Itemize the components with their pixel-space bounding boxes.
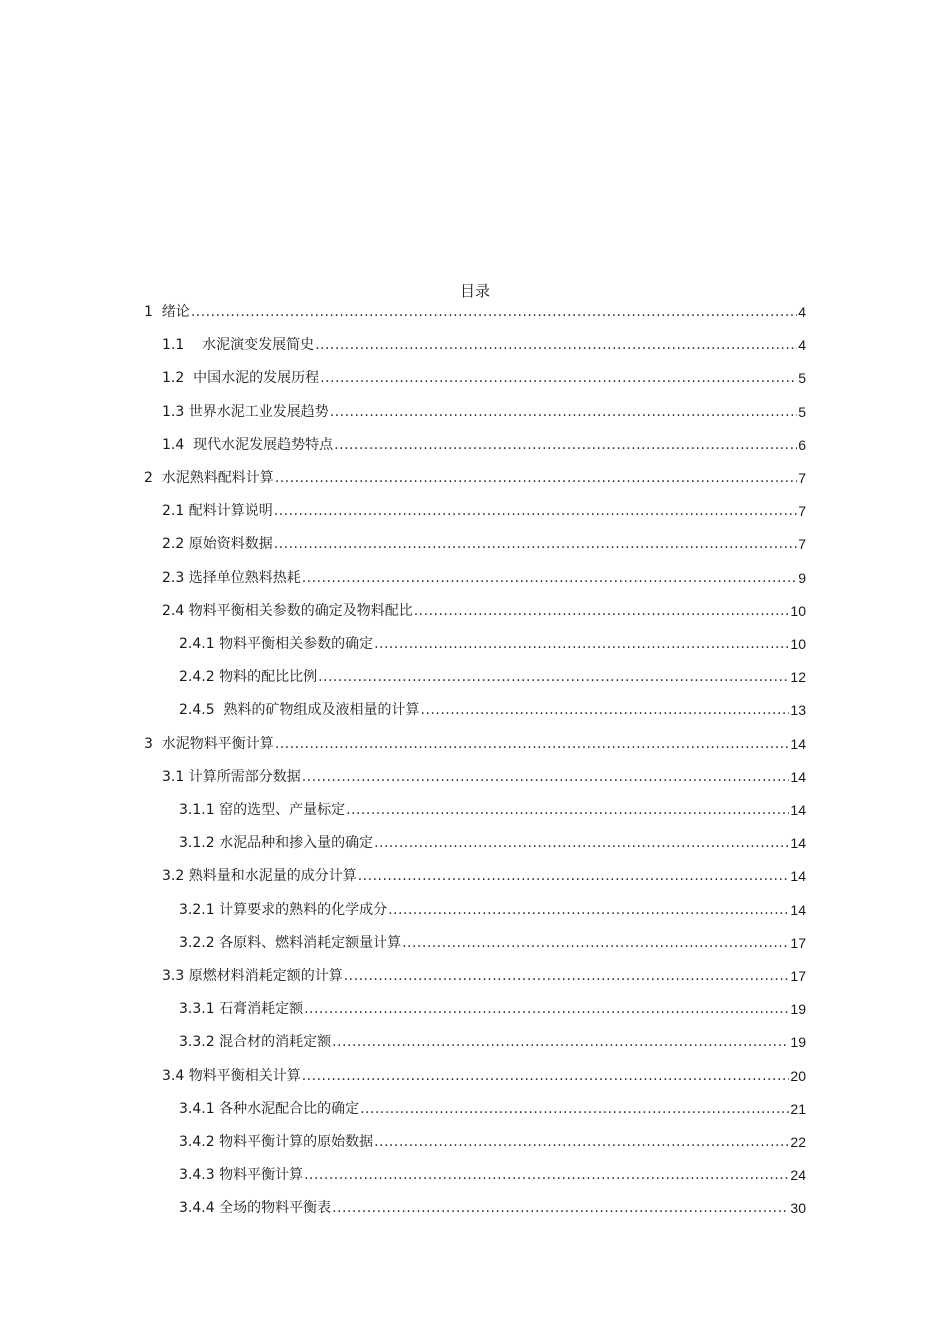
toc-entry[interactable] [144, 463, 806, 487]
toc-page-number: 30 [790, 1200, 806, 1217]
toc-entry[interactable] [179, 928, 806, 952]
toc-entry-text: 2.3 选择单位熟料热耗 [162, 569, 301, 586]
toc-dot-leader [332, 1033, 789, 1051]
toc-dot-leader [374, 834, 789, 852]
toc-dot-leader [388, 901, 789, 919]
toc-entry-text: 3.2.1 计算要求的熟料的化学成分 [179, 901, 388, 918]
toc-entry[interactable] [162, 961, 806, 985]
toc-title: 目录 [459, 282, 490, 300]
toc-page-number: 4 [798, 304, 806, 320]
toc-entry-text: 3.1.1 窑的选型、产量标定 [179, 802, 346, 818]
toc-entry[interactable] [162, 496, 806, 520]
toc-entry[interactable] [162, 596, 806, 620]
toc-page-number: 12 [790, 669, 806, 686]
toc-entry-text: 2.1 配料计算说明 [162, 503, 273, 520]
toc-page-number: 10 [790, 636, 806, 652]
toc-entry-text: 2 水泥熟料配料计算 [144, 470, 274, 486]
toc-dot-leader [274, 502, 797, 520]
toc-dot-leader [346, 801, 789, 819]
toc-entry-text: 2.2 原始资料数据 [162, 536, 273, 553]
toc-entry[interactable] [162, 762, 806, 786]
toc-dot-leader [358, 867, 790, 885]
toc-page-number: 6 [798, 436, 806, 453]
toc-page-number: 4 [798, 337, 806, 354]
toc-entry-text: 1.4 现代水泥发展趋势特点 [162, 436, 334, 453]
toc-entry[interactable] [179, 828, 806, 852]
toc-page-number: 17 [790, 968, 806, 984]
toc-entry-text: 3.2.2 各原料、燃料消耗定额量计算 [179, 934, 402, 951]
toc-entry[interactable] [179, 994, 806, 1018]
toc-entry[interactable] [179, 662, 806, 686]
toc-entry[interactable] [179, 1127, 806, 1151]
toc-page-number: 14 [790, 835, 806, 852]
toc-entry-text: 3.3 原燃材料消耗定额的计算 [162, 968, 343, 984]
toc-page-number: 9 [798, 569, 806, 586]
toc-page-number: 19 [790, 1034, 806, 1051]
toc-dot-leader [374, 1133, 789, 1151]
toc-page-number: 14 [790, 901, 806, 918]
toc-page-number: 7 [798, 536, 806, 553]
toc-entry[interactable] [179, 1160, 806, 1184]
toc-dot-leader [414, 602, 790, 620]
toc-entry[interactable] [162, 563, 806, 587]
toc-entry-text: 3.4.1 各种水泥配合比的确定 [179, 1100, 360, 1117]
toc-entry-text: 3.3.1 石膏消耗定额 [179, 1001, 304, 1018]
toc-page-number: 14 [790, 802, 806, 818]
toc-page-number: 5 [798, 403, 806, 420]
toc-dot-leader [302, 569, 797, 587]
toc-page-number: 14 [790, 768, 806, 785]
toc-dot-leader [421, 701, 790, 719]
toc-page-number: 21 [790, 1100, 806, 1117]
toc-entry[interactable] [162, 363, 806, 387]
toc-dot-leader [332, 1199, 789, 1217]
toc-page-number: 17 [790, 934, 806, 951]
toc-page-number: 19 [790, 1001, 806, 1018]
toc-entry-text: 1.2 中国水泥的发展历程 [162, 370, 320, 387]
toc-entry-text: 2.4 物料平衡相关参数的确定及物料配比 [162, 602, 413, 619]
toc-entry-text: 2.4.5 熟料的矿物组成及液相量的计算 [179, 702, 420, 719]
toc-entry-text: 3.3.2 混合材的消耗定额 [179, 1034, 332, 1051]
toc-dot-leader [374, 635, 789, 653]
toc-entry[interactable] [179, 1193, 806, 1217]
toc-entry[interactable] [162, 397, 806, 421]
toc-entry-text: 3.2 熟料量和水泥量的成分计算 [162, 868, 357, 885]
toc-entry[interactable] [179, 1094, 806, 1118]
toc-entry[interactable] [162, 861, 806, 885]
toc-entry-text: 1.1 水泥演变发展简史 [162, 337, 315, 354]
toc-dot-leader [318, 668, 789, 686]
toc-page-number: 14 [790, 735, 806, 752]
toc-entry[interactable] [179, 795, 806, 819]
toc-dot-leader [344, 967, 790, 985]
toc-entry[interactable] [162, 330, 806, 354]
toc-entry-text: 3.4.3 物料平衡计算 [179, 1167, 304, 1184]
toc-page-number: 22 [790, 1134, 806, 1150]
toc-entry-text: 3.4.4 全场的物料平衡表 [179, 1200, 332, 1217]
toc-dot-leader [302, 1067, 790, 1085]
toc-dot-leader [320, 369, 797, 387]
toc-entry-text: 3.4.2 物料平衡计算的原始数据 [179, 1134, 374, 1150]
toc-dot-leader [275, 469, 797, 487]
toc-dot-leader [330, 403, 797, 421]
toc-entry[interactable] [179, 1027, 806, 1051]
toc-entry[interactable] [162, 529, 806, 553]
toc-entry-text: 3.4 物料平衡相关计算 [162, 1067, 301, 1084]
toc-entry-text: 2.4.1 物料平衡相关参数的确定 [179, 636, 374, 652]
toc-page-number: 7 [798, 470, 806, 486]
toc-entry[interactable] [162, 1061, 806, 1085]
toc-entry[interactable] [179, 895, 806, 919]
toc-page-number: 7 [798, 503, 806, 520]
toc-entry-text: 3.1.2 水泥品种和掺入量的确定 [179, 835, 374, 852]
toc-entry-text: 2.4.2 物料的配比比例 [179, 669, 318, 686]
toc-page-number: 24 [790, 1167, 806, 1184]
toc-page-number: 10 [790, 602, 806, 619]
toc-dot-leader [191, 303, 797, 321]
toc-dot-leader [334, 436, 797, 454]
toc-page-number: 14 [790, 868, 806, 885]
toc-entry-text: 3.1 计算所需部分数据 [162, 768, 301, 785]
toc-dot-leader [304, 1166, 789, 1184]
toc-page-number: 13 [790, 702, 806, 719]
toc-entry-text: 3 水泥物料平衡计算 [144, 735, 274, 752]
toc-page-number: 20 [790, 1067, 806, 1084]
toc-entry[interactable] [179, 629, 806, 653]
toc-dot-leader [315, 336, 797, 354]
toc-entry-text: 1.3 世界水泥工业发展趋势 [162, 403, 329, 420]
toc-dot-leader [275, 735, 790, 753]
toc-dot-leader [402, 934, 789, 952]
toc-entry-text: 1 绪论 [144, 304, 190, 320]
toc-page-number: 5 [798, 370, 806, 387]
toc-dot-leader [274, 535, 797, 553]
toc-dot-leader [360, 1100, 789, 1118]
toc-dot-leader [304, 1000, 789, 1018]
toc-entry[interactable] [179, 695, 806, 719]
toc-dot-leader [302, 768, 790, 786]
toc-entry[interactable] [162, 430, 806, 454]
toc-entry[interactable] [144, 297, 806, 321]
toc-entry[interactable] [144, 729, 806, 753]
